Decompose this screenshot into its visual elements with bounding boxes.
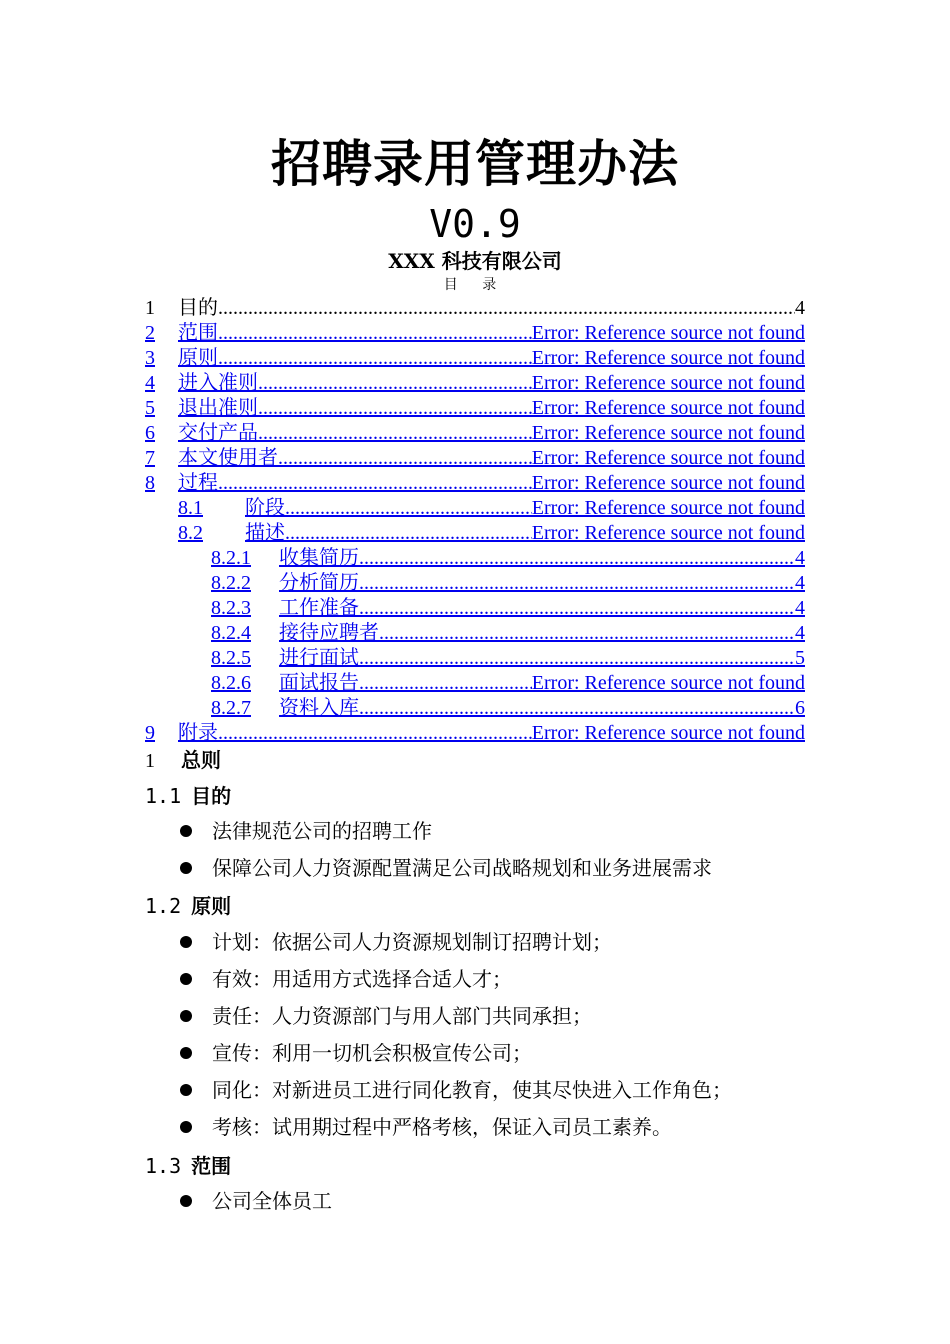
toc-entry-label: 原则 [178, 347, 218, 369]
toc-entry-page: 4 [795, 622, 805, 644]
toc-entry[interactable] [145, 471, 805, 496]
subsection-number: 1.3 [145, 1154, 182, 1178]
toc-entry-page: 4 [795, 597, 805, 619]
toc-leader-dots [218, 721, 532, 746]
toc-entry[interactable] [145, 346, 805, 371]
toc-leader-dots [258, 396, 532, 421]
toc-entry-number: 8.2 [178, 522, 203, 544]
toc-entry-label: 分析简历 [279, 572, 359, 594]
toc-leader-dots [359, 596, 795, 621]
toc-entry-label: 本文使用者 [178, 447, 278, 469]
toc-entry-number: 7 [145, 447, 155, 469]
toc-entry-page: 4 [795, 572, 805, 594]
subsection-title: 范围 [191, 1154, 232, 1178]
bullet-icon [180, 1010, 192, 1022]
subsection-title: 原则 [191, 894, 232, 918]
toc-entry-number: 1 [145, 297, 155, 319]
toc-entry-number: 8.2.7 [211, 697, 251, 719]
toc-entry-number: 9 [145, 722, 155, 744]
toc-entry[interactable] [211, 621, 805, 646]
bullet-icon [180, 1121, 192, 1133]
toc-entry-label: 资料入库 [279, 697, 359, 719]
toc-entry-number: 8 [145, 472, 155, 494]
toc-entry-label: 附录 [178, 722, 218, 744]
toc-entry-label: 工作准备 [279, 597, 359, 619]
subsection-number: 1.2 [145, 894, 182, 918]
subsection-number: 1.1 [145, 784, 182, 808]
subsection-heading-1-2 [145, 893, 231, 919]
toc-entry-label: 交付产品 [178, 422, 258, 444]
toc-entry[interactable] [211, 596, 805, 621]
toc-entry-label: 阶段 [245, 497, 285, 519]
toc-entry-page: 6 [795, 697, 805, 719]
toc-entry-label: 进行面试 [279, 647, 359, 669]
toc-entry-page: Error: Reference source not found [531, 522, 805, 544]
toc-entry-label: 接待应聘者 [279, 622, 379, 644]
toc-entry[interactable] [211, 546, 805, 571]
toc-entry-label: 面试报告 [279, 672, 359, 694]
bullet-icon [180, 825, 192, 837]
bullet-icon [180, 1084, 192, 1096]
toc-leader-dots [258, 371, 532, 396]
toc-leader-dots [379, 621, 795, 646]
bullet-icon [180, 1047, 192, 1059]
section-number: 1 [145, 750, 155, 772]
toc-entry-number: 6 [145, 422, 155, 444]
section-heading-1 [145, 747, 221, 774]
toc-entry-page: Error: Reference source not found [531, 397, 805, 419]
toc-entry[interactable] [145, 721, 805, 746]
toc-leader-dots [285, 496, 532, 521]
toc-entry-number: 8.2.5 [211, 647, 251, 669]
toc-leader-dots [218, 346, 532, 371]
toc-entry-page: Error: Reference source not found [531, 347, 805, 369]
toc-heading: 目 录 [443, 277, 507, 293]
toc-entry-number: 5 [145, 397, 155, 419]
toc-leader-dots [359, 571, 795, 596]
toc-entry[interactable] [145, 371, 805, 396]
toc-entry[interactable] [145, 321, 805, 346]
toc-entry-number: 4 [145, 372, 155, 394]
toc-entry-page: Error: Reference source not found [531, 422, 805, 444]
toc-entry[interactable] [211, 671, 805, 696]
toc-entry-page: Error: Reference source not found [531, 372, 805, 394]
company-name: XXX 科技有限公司 [388, 249, 562, 273]
toc-leader-dots [218, 321, 532, 346]
toc-entry-page: Error: Reference source not found [531, 472, 805, 494]
bullet-icon [180, 862, 192, 874]
toc-entry[interactable] [211, 571, 805, 596]
toc-entry-page: 4 [795, 547, 805, 569]
toc-entry[interactable] [145, 421, 805, 446]
toc-entry [145, 296, 805, 321]
toc-entry-number: 8.1 [178, 497, 203, 519]
document-page: 招聘录用管理办法 V0.9 XXX 科技有限公司 目 录 1 目的 ..... 4 2 范围 ..... Error: Reference source not found 3 原则 ..... Error: Reference source not found 4 进入准则 ..... Error: Reference source not found 5 退出准则 ..... Error: Reference source not found 6 交付产品 ..... Error: Reference source not found 7 本文使用者 ..... Error: Reference source not found 8 过程 ..... Error: Reference source not found 8.1 阶段 ..... Error: Reference source not found 8.2 描述 ..... Error: Reference source not found 8.2.1 收集简历 ..... 4 8.2.2 分析简历 ..... 4 8.2.3 工作准备 ..... 4 8.2.4 接待应聘者 ..... 4 8.2.5 进行面试 ..... 5 8.2.6 面试报告 ..... Error: Reference source not found 8.2.7 资料入库 ..... 6 9 附录 ..... Error: Reference source not found 1 总则 1.1 目的 法律规范公司的招聘工作 保障公司人力资源配置满足公司战略规划和业务进展需求 1.2 原则 计划：依据公司人力资源规划制订招聘计划； 有效：用适用方式选择合适人才； 责任：人力资源部门与用人部门共同承担； 宣传：利用一切机会积极宣传公司； 同化：对新进员工进行同化教育，使其尽快进入工作角色； 考核：试用期过程中严格考核，保证入司员工素养。 1.3 范围 公司全体员工 [0, 0, 950, 1344]
toc-entry-page: Error: Reference source not found [531, 672, 805, 694]
toc-entry-number: 2 [145, 322, 155, 344]
toc-entry-label: 过程 [178, 472, 218, 494]
toc-entry-label: 范围 [178, 322, 218, 344]
document-version: V0.9 [429, 202, 521, 246]
bullet-icon [180, 1195, 192, 1207]
toc-leader-dots [359, 671, 532, 696]
toc-entry[interactable] [178, 521, 805, 546]
toc-leader-dots [359, 646, 795, 671]
toc-entry-label: 描述 [245, 522, 285, 544]
toc-entry[interactable] [178, 496, 805, 521]
toc-entry-number: 8.2.2 [211, 572, 251, 594]
toc-entry-number: 8.2.6 [211, 672, 251, 694]
toc-entry-page: Error: Reference source not found [531, 447, 805, 469]
toc-entry[interactable] [145, 446, 805, 471]
subsection-heading-1-3 [145, 1153, 231, 1179]
toc-entry-page: 5 [795, 647, 805, 669]
toc-entry-label: 退出准则 [178, 397, 258, 419]
toc-entry[interactable] [145, 396, 805, 421]
toc-entry-label: 收集简历 [279, 547, 359, 569]
toc-entry[interactable] [211, 646, 805, 671]
toc-leader-dots [218, 471, 532, 496]
document-title: 招聘录用管理办法 [271, 134, 679, 193]
toc-entry-page: 4 [795, 297, 805, 319]
bullet-icon [180, 973, 192, 985]
subsection-heading-1-1 [145, 783, 231, 809]
toc-leader-dots [278, 446, 532, 471]
toc-leader-dots [218, 296, 795, 321]
subsection-title: 目的 [191, 784, 232, 808]
toc-leader-dots [359, 546, 795, 571]
toc-entry-label: 进入准则 [178, 372, 258, 394]
toc-entry-number: 8.2.1 [211, 547, 251, 569]
toc-entry-number: 8.2.4 [211, 622, 251, 644]
toc-entry-number: 8.2.3 [211, 597, 251, 619]
bullet-icon [180, 936, 192, 948]
toc-leader-dots [359, 696, 795, 721]
toc-leader-dots [285, 521, 532, 546]
toc-entry-number: 3 [145, 347, 155, 369]
toc-entry[interactable] [211, 696, 805, 721]
section-title: 总则 [181, 748, 221, 772]
toc-entry-page: Error: Reference source not found [531, 722, 805, 744]
toc-entry-page: Error: Reference source not found [531, 497, 805, 519]
toc-leader-dots [258, 421, 532, 446]
toc-entry-page: Error: Reference source not found [531, 322, 805, 344]
toc-entry-label: 目的 [178, 297, 218, 319]
